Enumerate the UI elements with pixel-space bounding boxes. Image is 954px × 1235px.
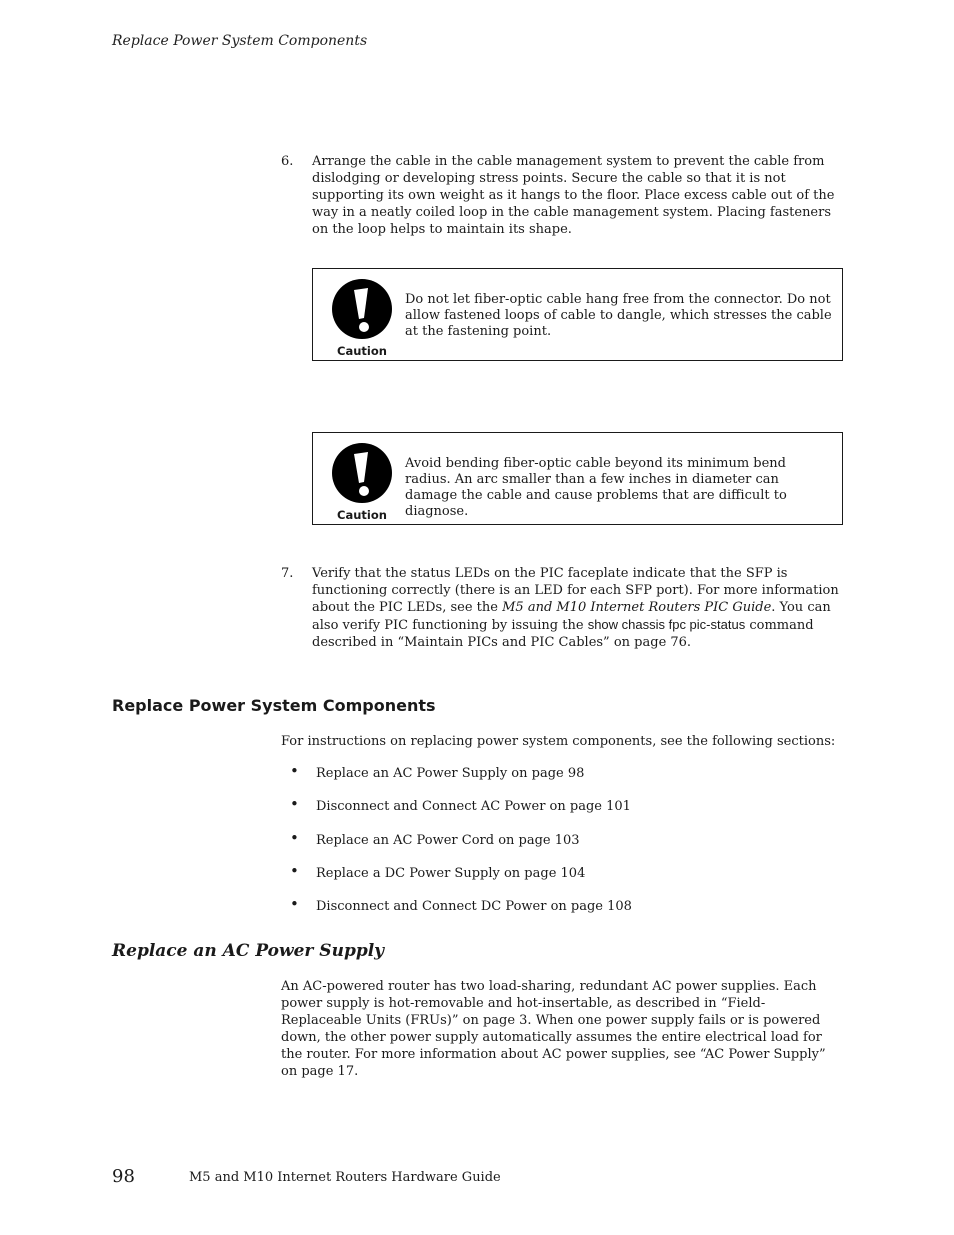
- pic-guide-reference: M5 and M10 Internet Routers PIC Guide: [502, 600, 772, 615]
- bullet-icon: •: [290, 895, 299, 914]
- step-text: [312, 565, 847, 651]
- subsection-heading: Replace an AC Power Supply: [112, 941, 385, 961]
- section-heading: Replace Power System Components: [112, 696, 436, 715]
- bullet-icon: •: [290, 762, 299, 780]
- caution-text: Do not let fiber-optic cable hang free from the connector. Do not allow fastened loops of cable to dangle, which stresses the cable at the fastening point.: [405, 292, 832, 339]
- cli-command: show chassis fpc pic-status: [587, 617, 746, 632]
- caution-label: Caution: [337, 508, 387, 522]
- step-text-a: Verify that the status LEDs on the PIC faceplate indicate that the SFP is functioning correctly (there is an LED for each SFP port). For more information about the PIC LEDs, see the: [312, 566, 839, 615]
- list-item-label[interactable]: Disconnect and Connect AC Power on page 101: [316, 799, 631, 815]
- page-number: 98: [112, 1166, 135, 1187]
- step-text: Arrange the cable in the cable management system to prevent the cable from dislodging or developing stress points. Secure the cable so that it is not supporting its own weight as it hangs to the floor. Place excess cable out of the way in a neatly coiled loop in the cable management system. Placing fasteners on the loop helps to maintain its shape.: [312, 154, 835, 237]
- book-title: M5 and M10 Internet Routers Hardware Guide: [189, 1170, 501, 1185]
- step-text-c: command described in “Maintain PICs and PIC Cables” on page 76.: [312, 618, 814, 650]
- list-item[interactable]: [290, 795, 810, 831]
- list-item[interactable]: [290, 861, 810, 898]
- bullet-icon: •: [290, 828, 299, 847]
- list-item[interactable]: [290, 828, 810, 865]
- list-item-label[interactable]: Replace an AC Power Cord on page 103: [316, 832, 580, 848]
- caution-text: Avoid bending fiber-optic cable beyond its minimum bend radius. An arc smaller than a few inches in diameter can damage the cable and cause problems that are difficult to diagnose.: [405, 456, 787, 519]
- step-number: 6.: [281, 154, 294, 169]
- list-item-label[interactable]: Disconnect and Connect DC Power on page 108: [316, 899, 632, 915]
- step-6: [281, 153, 847, 237]
- caution-box: [312, 432, 843, 525]
- caution-box: [312, 268, 843, 361]
- subsection-paragraph: An AC-powered router has two load-sharing, redundant AC power supplies. Each power supply is hot-removable and hot-insertable, as described in “Field-Replaceable Units (FRUs)” on page 3. When one power supply fails or is powered down, the other power supply automatically assumes the entire electrical load for the router. For more information about AC power supplies, see “AC Power Supply” on page 17.: [281, 979, 826, 1079]
- bullet-icon: •: [290, 795, 299, 814]
- caution-exclamation-icon: [331, 278, 393, 340]
- bullet-icon: •: [290, 861, 299, 880]
- section-intro: For instructions on replacing power system components, see the following sections:: [281, 734, 836, 749]
- list-item[interactable]: [290, 895, 810, 931]
- running-head: Replace Power System Components: [112, 33, 368, 49]
- list-item-label[interactable]: Replace an AC Power Supply on page 98: [316, 766, 585, 781]
- step-7: [281, 565, 847, 655]
- section-link-list: [290, 762, 810, 931]
- list-item[interactable]: [290, 762, 810, 798]
- step-text-b: . You can also verify PIC functioning by issuing the: [312, 600, 831, 633]
- list-item-label[interactable]: Replace a DC Power Supply on page 104: [316, 865, 586, 881]
- step-number: 7.: [281, 566, 294, 581]
- caution-label: Caution: [337, 344, 387, 358]
- caution-exclamation-icon: [331, 442, 393, 504]
